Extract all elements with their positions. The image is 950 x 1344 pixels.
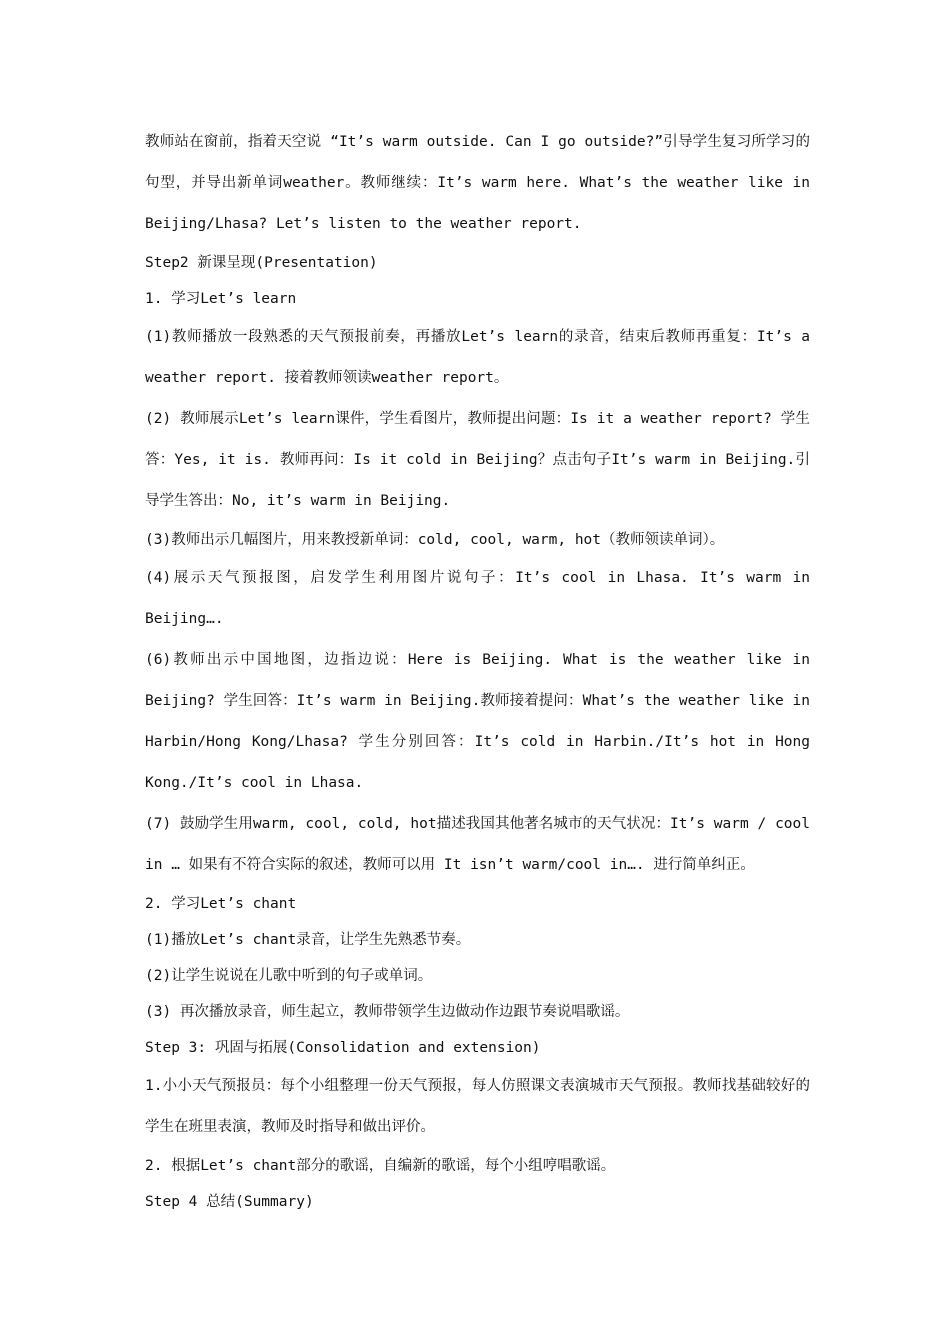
learn-step-2: (2) 教师展示Let’s learn课件，学生看图片，教师提出问题：Is it a weather report? 学生答：Yes, it is. 教师再问：Is it cold in Beijing？点击句子It’s warm in Beijing.引导学生答出：No, it’s warm in Beijing. — [145, 411, 810, 509]
lets-learn-heading: 1. 学习Let’s learn — [145, 291, 297, 307]
chant-step-2: (2)让学生说说在儿歌中听到的句子或单词。 — [145, 968, 433, 984]
document-body — [145, 122, 810, 1220]
step4-heading: Step 4 总结(Summary) — [145, 1194, 314, 1210]
chant-step-1: (1)播放Let’s chant录音，让学生先熟悉节奏。 — [145, 932, 471, 948]
step3-heading: Step 3: 巩固与拓展(Consolidation and extension) — [145, 1040, 541, 1056]
consolidation-item-2: 2. 根据Let’s chant部分的歌谣，自编新的歌谣，每个小组哼唱歌谣。 — [145, 1158, 616, 1174]
lets-chant-heading: 2. 学习Let’s chant — [145, 896, 297, 912]
learn-step-3: (3)教师出示几幅图片，用来教授新单词：cold, cool, warm, hot（教师领读单词）。 — [145, 532, 725, 548]
learn-step-1: (1)教师播放一段熟悉的天气预报前奏，再播放Let’s learn的录音，结束后教师再重复：It’s a weather report. 接着教师领读weather report。 — [145, 329, 810, 386]
learn-step-4: (4)展示天气预报图，启发学生利用图片说句子：It’s cool in Lhasa. It’s warm in Beijing…. — [145, 570, 810, 627]
learn-step-7: (7) 鼓励学生用warm, cool, cold, hot描述我国其他著名城市的天气状况：It’s warm / cool in … 如果有不符合实际的叙述，教师可以用 It isn’t warm/cool in…. 进行简单纠正。 — [145, 816, 810, 873]
learn-step-6: (6)教师出示中国地图，边指边说：Here is Beijing. What is the weather like in Beijing? 学生回答：It’s warm in Beijing.教师接着提问：What’s the weather like in Harbin/Hong Kong/Lhasa? 学生分别回答：It’s cold in Harbin./It’s hot in Hong Kong./It’s cool in Lhasa. — [145, 652, 810, 791]
step2-heading: Step2 新课呈现(Presentation) — [145, 255, 378, 271]
intro-paragraph: 教师站在窗前，指着天空说 “It’s warm outside. Can I go outside?”引导学生复习所学习的句型，并导出新单词weather。教师继续：It’s warm here. What’s the weather like in Beijing/Lhasa? Let’s listen to the weather report. — [145, 134, 810, 232]
consolidation-item-1: 1.小小天气预报员：每个小组整理一份天气预报，每人仿照课文表演城市天气预报。教师找基础较好的学生在班里表演，教师及时指导和做出评价。 — [145, 1078, 810, 1135]
chant-step-3: (3) 再次播放录音，师生起立，教师带领学生边做动作边跟节奏说唱歌谣。 — [145, 1004, 630, 1020]
